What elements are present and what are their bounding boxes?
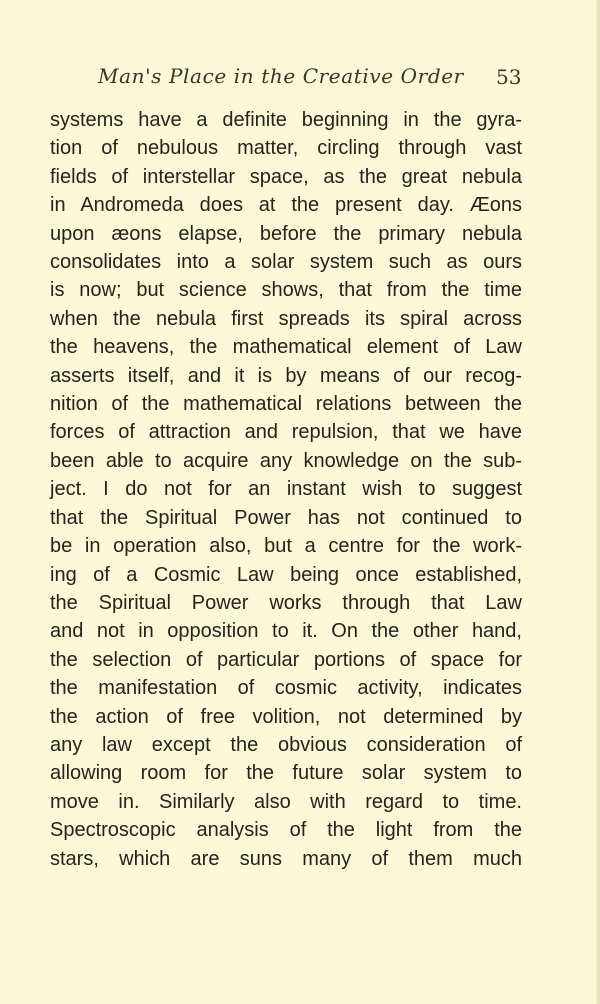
text-line: the manifestation of cosmic activity, indicates bbox=[50, 677, 522, 700]
body-text bbox=[50, 106, 522, 873]
text-line: ing of a Cosmic Law being once established, bbox=[50, 563, 522, 586]
text-line: the Spiritual Power works through that Law bbox=[50, 591, 522, 614]
text-line: move in. Similarly also with regard to time. bbox=[50, 790, 522, 813]
text-line: Spectroscopic analysis of the light from the bbox=[50, 819, 522, 842]
text-line: the action of free volition, not determined by bbox=[50, 705, 522, 728]
text-line: upon æons elapse, before the primary nebula bbox=[50, 222, 522, 245]
text-line: been able to acquire any knowledge on the sub- bbox=[50, 449, 522, 472]
text-line: asserts itself, and it is by means of our recog- bbox=[50, 364, 522, 387]
text-line: stars, which are suns many of them much bbox=[50, 847, 522, 870]
page-header bbox=[98, 60, 528, 90]
text-line: the selection of particular portions of space for bbox=[50, 648, 522, 671]
text-line: systems have a definite beginning in the gyra- bbox=[50, 109, 522, 131]
text-line: any law except the obvious consideration of bbox=[50, 733, 522, 756]
text-line: tion of nebulous matter, circling through vast bbox=[50, 137, 522, 160]
page-edge bbox=[596, 0, 600, 1004]
text-line: forces of attraction and repulsion, that we have bbox=[50, 421, 522, 444]
text-line: consolidates into a solar system such as ours bbox=[50, 251, 522, 274]
text-line: the heavens, the mathematical element of Law bbox=[50, 336, 522, 359]
text-line: in Andromeda does at the present day. Æons bbox=[50, 194, 522, 217]
text-line: allowing room for the future solar system to bbox=[50, 762, 522, 785]
text-line: is now; but science shows, that from the time bbox=[50, 279, 522, 302]
text-line: that the Spiritual Power has not continued to bbox=[50, 506, 522, 529]
text-line: be in operation also, but a centre for the work- bbox=[50, 535, 522, 558]
running-head: Man's Place in the Creative Order bbox=[98, 64, 464, 88]
text-line: ject. I do not for an instant wish to suggest bbox=[50, 478, 522, 501]
page-number: 53 bbox=[496, 65, 522, 89]
text-line: and not in opposition to it. On the other hand, bbox=[50, 620, 522, 643]
text-line: nition of the mathematical relations between the bbox=[50, 393, 522, 416]
text-line: when the nebula first spreads its spiral across bbox=[50, 307, 522, 330]
text-line: fields of interstellar space, as the great nebula bbox=[50, 165, 522, 188]
